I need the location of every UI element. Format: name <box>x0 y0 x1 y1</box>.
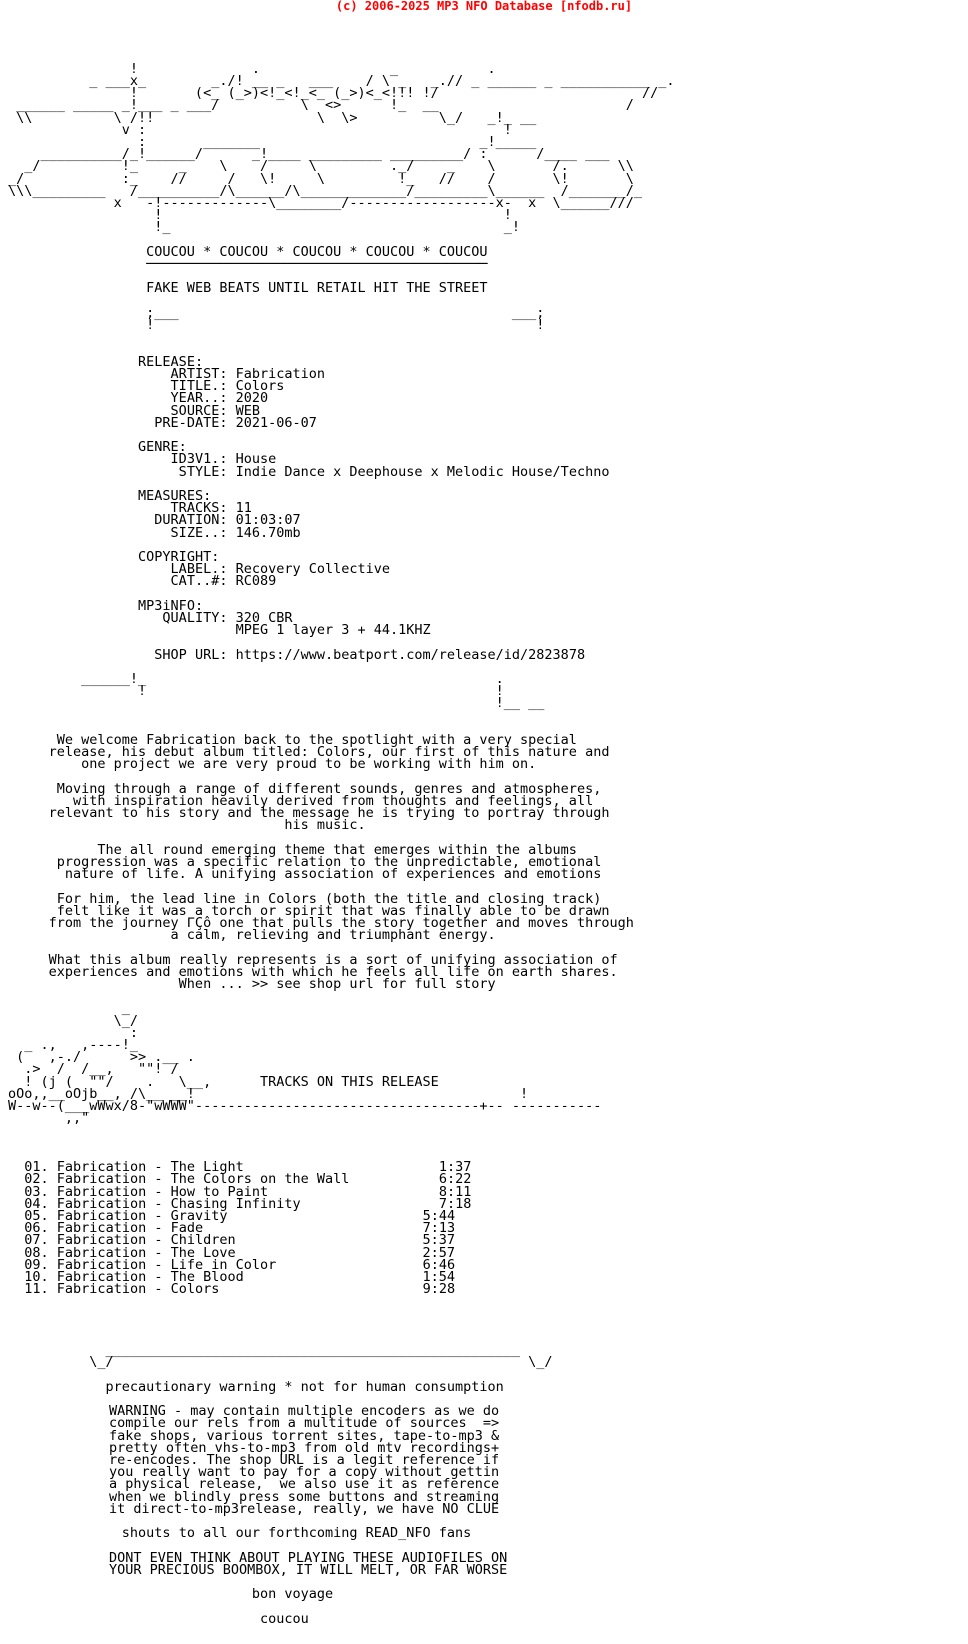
track-time: 5:44 <box>422 1207 456 1224</box>
track-number: 11. <box>24 1281 49 1298</box>
label-field: LABEL.: Recovery Collective <box>138 561 391 578</box>
bon-voyage-text: bon voyage <box>251 1586 334 1603</box>
track-number: 04. <box>24 1195 49 1212</box>
track-time: 7:13 <box>422 1220 456 1237</box>
track-number: 01. <box>24 1159 49 1176</box>
track-time: 2:57 <box>422 1244 456 1261</box>
track-number: 03. <box>24 1183 49 1200</box>
mpeg-field: MPEG 1 layer 3 + 44.1KHZ <box>138 622 431 639</box>
track-name: Fabrication - Chasing Infinity <box>56 1195 301 1212</box>
warning-text: WARNING - may contain multiple encoders as we do compile our rels from a multitude of sources => fake shops, various torrent sites, tape-to-mp3 & pretty often vhs-to-mp3 from old mtv recordings+ re-encodes. The shop URL is a legit reference if you really want to pay for a copy without gettin a physical release, we also use it as reference when we blindly press some buttons and streaming it direct-to-mp3release, really, we have NO CLUE <box>109 1403 500 1517</box>
track-time: 6:46 <box>422 1256 456 1273</box>
tracks-ascii-art: _ \_/ : _ ., ,----!_ ( ,-./ >> .__ . .> / /__, ""! / ! (j ( ""/ . \__, TRACKS ON THIS RELEASE oOo,,__oOjb__, /\__ __! ! W--w--(___wWwx/8-"wWWW"-----------------------------------+-- ----------- ,," <box>8 1000 602 1127</box>
track-name: Fabrication - The Blood <box>56 1268 244 1285</box>
divider-ascii-art: ______!_ . ! ! !__ __ <box>81 670 545 712</box>
source-field: SOURCE: WEB <box>138 402 260 419</box>
tagline-rule: ────────────────────────────────────────── <box>146 256 488 273</box>
track-name: Fabrication - Fade <box>56 1220 204 1237</box>
story-paragraph-1: We welcome Fabrication back to the spotlight with a very special release, his debut album titled: Colors, our first of this nature and one project we are very proud to be working with him on. <box>48 731 610 773</box>
track-name: Fabrication - The Light <box>56 1159 244 1176</box>
genre-section-label: GENRE: <box>138 439 187 456</box>
predate-field: PRE-DATE: 2021-06-07 <box>138 414 317 431</box>
style-field: STYLE: Indie Dance x Deephouse x Melodic House/Techno <box>138 463 610 480</box>
release-section-label: RELEASE: <box>138 353 204 370</box>
track-number: 06. <box>24 1220 49 1237</box>
track-name: Fabrication - The Love <box>56 1244 236 1261</box>
track-name: Fabrication - Children <box>56 1232 236 1249</box>
copyright-section-label: COPYRIGHT: <box>138 548 220 565</box>
track-number: 10. <box>24 1268 49 1285</box>
mp3info-section-label: MP3iNFO: <box>138 597 204 614</box>
title-field: TITLE.: Colors <box>138 378 285 395</box>
signoff-text: coucou <box>259 1610 309 1627</box>
year-field: YEAR..: 2020 <box>138 390 269 407</box>
site-header: (c) 2006-2025 MP3 NFO Database [nfodb.ru] <box>335 0 633 13</box>
track-number: 05. <box>24 1207 49 1224</box>
catalog-field: CAT..#: RC089 <box>138 573 277 590</box>
track-name: Fabrication - The Colors on the Wall <box>56 1171 350 1188</box>
story-paragraph-3: The all round emerging theme that emerges within the albums progression was a specific relation to the unpredictable, emotional nature of life. A unifying association of experiences and emotions <box>56 841 602 883</box>
track-number: 09. <box>24 1256 49 1273</box>
nfo-document <box>8 14 963 1625</box>
track-time: 5:37 <box>422 1232 456 1249</box>
track-time: 1:54 <box>422 1268 456 1285</box>
track-name: Fabrication - Colors <box>56 1281 220 1298</box>
track-number: 02. <box>24 1171 49 1188</box>
track-number: 08. <box>24 1244 49 1261</box>
artist-field: ARTIST: Fabrication <box>138 365 325 382</box>
quality-field: QUALITY: 320 CBR <box>138 609 293 626</box>
bracket-art: ;___ ___; ! ! <box>146 304 545 334</box>
track-number: 07. <box>24 1232 49 1249</box>
tracks-count-field: TRACKS: 11 <box>138 500 252 517</box>
warning-title: precautionary warning * not for human consumption <box>105 1378 504 1395</box>
track-time: 9:28 <box>422 1281 456 1298</box>
tracklist <box>8 1159 963 1298</box>
dont-play-text: DONT EVEN THINK ABOUT PLAYING THESE AUDIOFILES ON YOUR PRECIOUS BOOMBOX, IT WILL MELT, OR FAR WORSE <box>109 1549 508 1578</box>
warning-rule-art: ___________________________________________________ \_/ \_/ <box>89 1342 553 1371</box>
track-name: Fabrication - Gravity <box>56 1207 228 1224</box>
tagline-fake-web-beats: FAKE WEB BEATS UNTIL RETAIL HIT THE STREET <box>146 280 488 297</box>
track-time: 6:22 <box>438 1171 472 1188</box>
story-paragraph-2: Moving through a range of different sounds, genres and atmospheres, with inspiration heavily derived from thoughts and feelings, all relevant to his story and the message he is trying to portray through his music. <box>48 780 610 834</box>
track-name: Fabrication - Life in Color <box>56 1256 277 1273</box>
size-field: SIZE..: 146.70mb <box>138 524 301 541</box>
id3-field: ID3V1.: House <box>138 451 277 468</box>
track-time: 8:11 <box>438 1183 472 1200</box>
track-name: Fabrication - How to Paint <box>56 1183 269 1200</box>
track-time: 7:18 <box>438 1195 472 1212</box>
track-row <box>8 1281 963 1298</box>
tagline-coucou: COUCOU * COUCOU * COUCOU * COUCOU * COUCOU <box>146 243 488 260</box>
measures-section-label: MEASURES: <box>138 487 212 504</box>
shouts-line: shouts to all our forthcoming READ_NFO fans <box>121 1525 472 1542</box>
shop-url-field[interactable]: SHOP URL: https://www.beatport.com/release/id/2823878 <box>138 646 586 663</box>
logo-ascii-art: ! . _ . _ ___x_ _./! __ _ ___ / \ _ _.// _ ______ _ ___________ _. ! (<_ (_>)<!_<!_<_ (_>)<_<!!! !/ // ______ _____ _!___ _ ___/ \ <> !_ __ / \\ \ /!! \ \> \_/ _!_ __ v : ! : _______ _!_____ __________/_!______/ _!____ _________ _________/ : /____ ___ _/ !_ _ \ / \ ._/ _ \ /. \\ _/ :_ // / \! \ !_ // / \! \ \\\_________ /__________/\______/\_____________/_________\______ /_______/_ x -!-------------\________/------------------x- x \______/// ! ! !_ _! <box>8 60 675 236</box>
track-time: 1:37 <box>438 1159 472 1176</box>
story-paragraph-5: What this album really represents is a sort of unifying association of experiences and emotions with which he feels all life on earth shares. When ... >> see shop url for full story <box>48 951 618 993</box>
duration-field: DURATION: 01:03:07 <box>138 512 301 529</box>
story-paragraph-4: For him, the lead line in Colors (both the title and closing track) felt like it was a torch or spirit that was finally able to be drawn from the journey ΓÇô one that pulls the story together and moves through a calm, relieving and triumphant energy. <box>48 890 634 944</box>
